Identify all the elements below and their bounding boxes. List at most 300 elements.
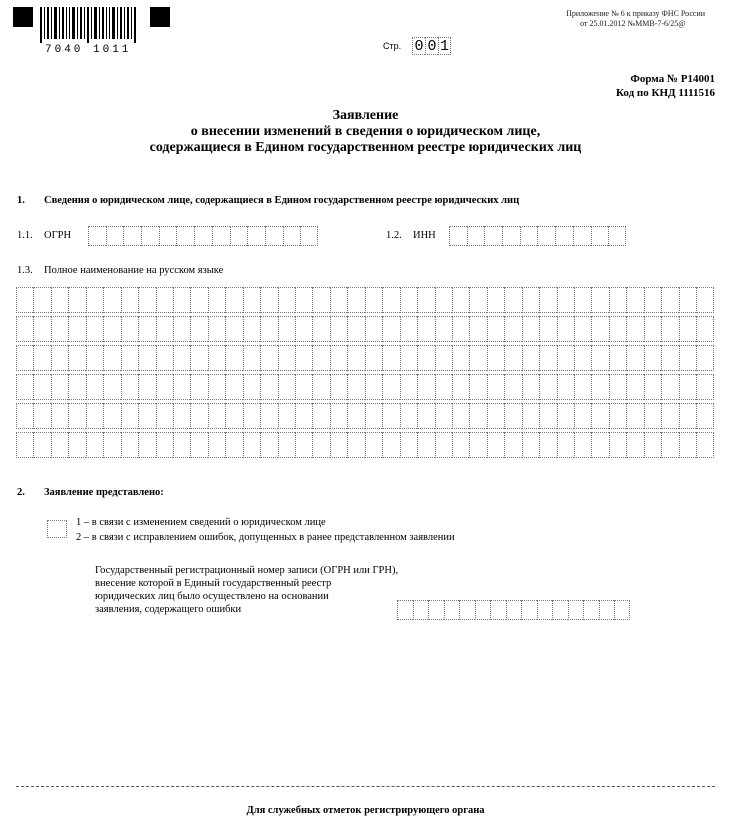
- entry-cell[interactable]: [400, 374, 417, 400]
- entry-cell[interactable]: [156, 345, 173, 371]
- entry-cell[interactable]: [522, 403, 539, 429]
- full-name-row[interactable]: [16, 316, 714, 342]
- entry-cell[interactable]: [121, 316, 138, 342]
- entry-cell[interactable]: [452, 345, 469, 371]
- entry-cell[interactable]: [413, 600, 429, 620]
- entry-cell[interactable]: [696, 316, 713, 342]
- entry-cell[interactable]: [400, 287, 417, 313]
- entry-cell[interactable]: [644, 287, 661, 313]
- entry-cell[interactable]: [208, 316, 225, 342]
- entry-cell[interactable]: [260, 287, 277, 313]
- entry-cell[interactable]: [16, 316, 33, 342]
- entry-cell[interactable]: [591, 345, 608, 371]
- entry-cell[interactable]: [382, 374, 399, 400]
- entry-cell[interactable]: [208, 374, 225, 400]
- entry-cell[interactable]: [347, 374, 364, 400]
- entry-cell[interactable]: [557, 287, 574, 313]
- entry-cell[interactable]: [679, 432, 696, 458]
- entry-cell[interactable]: [644, 432, 661, 458]
- entry-cell[interactable]: [225, 374, 242, 400]
- entry-cell[interactable]: [365, 403, 382, 429]
- entry-cell[interactable]: [467, 226, 485, 246]
- entry-cell[interactable]: [86, 403, 103, 429]
- entry-cell[interactable]: [138, 432, 155, 458]
- entry-cell[interactable]: [347, 432, 364, 458]
- entry-cell[interactable]: [330, 374, 347, 400]
- entry-cell[interactable]: [86, 287, 103, 313]
- entry-cell[interactable]: [365, 432, 382, 458]
- entry-cell[interactable]: [278, 345, 295, 371]
- page-digit[interactable]: 0: [425, 37, 438, 55]
- entry-cell[interactable]: [16, 345, 33, 371]
- registration-number-input-cells[interactable]: [397, 600, 630, 620]
- entry-cell[interactable]: [208, 403, 225, 429]
- ogrn-input-cells[interactable]: [88, 226, 318, 246]
- entry-cell[interactable]: [696, 287, 713, 313]
- entry-cell[interactable]: [504, 432, 521, 458]
- entry-cell[interactable]: [626, 403, 643, 429]
- entry-cell[interactable]: [243, 432, 260, 458]
- entry-cell[interactable]: [609, 345, 626, 371]
- entry-cell[interactable]: [400, 316, 417, 342]
- entry-cell[interactable]: [539, 316, 556, 342]
- entry-cell[interactable]: [138, 287, 155, 313]
- entry-cell[interactable]: [330, 316, 347, 342]
- entry-cell[interactable]: [626, 432, 643, 458]
- entry-cell[interactable]: [33, 374, 50, 400]
- entry-cell[interactable]: [190, 316, 207, 342]
- entry-cell[interactable]: [208, 287, 225, 313]
- entry-cell[interactable]: [487, 287, 504, 313]
- entry-cell[interactable]: [86, 316, 103, 342]
- entry-cell[interactable]: [382, 403, 399, 429]
- entry-cell[interactable]: [312, 432, 329, 458]
- entry-cell[interactable]: [278, 374, 295, 400]
- entry-cell[interactable]: [33, 432, 50, 458]
- entry-cell[interactable]: [522, 316, 539, 342]
- entry-cell[interactable]: [382, 287, 399, 313]
- entry-cell[interactable]: [452, 374, 469, 400]
- entry-cell[interactable]: [103, 403, 120, 429]
- entry-cell[interactable]: [679, 316, 696, 342]
- entry-cell[interactable]: [225, 287, 242, 313]
- entry-cell[interactable]: [16, 287, 33, 313]
- entry-cell[interactable]: [591, 316, 608, 342]
- entry-cell[interactable]: [103, 345, 120, 371]
- entry-cell[interactable]: [347, 287, 364, 313]
- entry-cell[interactable]: [679, 345, 696, 371]
- entry-cell[interactable]: [141, 226, 159, 246]
- entry-cell[interactable]: [644, 403, 661, 429]
- entry-cell[interactable]: [614, 600, 630, 620]
- entry-cell[interactable]: [283, 226, 301, 246]
- section-1-number: 1.: [17, 195, 25, 206]
- entry-cell[interactable]: [644, 345, 661, 371]
- entry-cell[interactable]: [661, 374, 678, 400]
- entry-cell[interactable]: [522, 374, 539, 400]
- entry-cell[interactable]: [295, 432, 312, 458]
- entry-cell[interactable]: [591, 374, 608, 400]
- entry-cell[interactable]: [487, 316, 504, 342]
- entry-cell[interactable]: [212, 226, 230, 246]
- entry-cell[interactable]: [295, 345, 312, 371]
- entry-cell[interactable]: [265, 226, 283, 246]
- entry-cell[interactable]: [626, 374, 643, 400]
- entry-cell[interactable]: [599, 600, 615, 620]
- entry-cell[interactable]: [51, 432, 68, 458]
- entry-cell[interactable]: [591, 403, 608, 429]
- entry-cell[interactable]: [260, 432, 277, 458]
- entry-cell[interactable]: [626, 345, 643, 371]
- entry-cell[interactable]: [208, 345, 225, 371]
- entry-cell[interactable]: [121, 432, 138, 458]
- entry-cell[interactable]: [591, 432, 608, 458]
- entry-cell[interactable]: [522, 345, 539, 371]
- entry-cell[interactable]: [243, 316, 260, 342]
- entry-cell[interactable]: [435, 287, 452, 313]
- entry-cell[interactable]: [487, 432, 504, 458]
- entry-cell[interactable]: [696, 432, 713, 458]
- entry-cell[interactable]: [68, 374, 85, 400]
- entry-cell[interactable]: [190, 403, 207, 429]
- entry-cell[interactable]: [400, 432, 417, 458]
- entry-cell[interactable]: [312, 374, 329, 400]
- entry-cell[interactable]: [103, 374, 120, 400]
- entry-cell[interactable]: [626, 287, 643, 313]
- entry-cell[interactable]: [400, 403, 417, 429]
- entry-cell[interactable]: [33, 287, 50, 313]
- entry-cell[interactable]: [225, 316, 242, 342]
- entry-cell[interactable]: [661, 316, 678, 342]
- entry-cell[interactable]: [537, 226, 555, 246]
- entry-cell[interactable]: [51, 287, 68, 313]
- entry-cell[interactable]: [330, 403, 347, 429]
- entry-cell[interactable]: [608, 226, 626, 246]
- entry-cell[interactable]: [173, 287, 190, 313]
- entry-cell[interactable]: [225, 432, 242, 458]
- full-name-row[interactable]: [16, 345, 714, 371]
- entry-cell[interactable]: [156, 403, 173, 429]
- entry-cell[interactable]: [365, 374, 382, 400]
- entry-cell[interactable]: [243, 287, 260, 313]
- entry-cell[interactable]: [86, 345, 103, 371]
- entry-cell[interactable]: [417, 432, 434, 458]
- entry-cell[interactable]: [382, 432, 399, 458]
- entry-cell[interactable]: [225, 345, 242, 371]
- entry-cell[interactable]: [574, 287, 591, 313]
- entry-cell[interactable]: [260, 345, 277, 371]
- entry-cell[interactable]: [679, 403, 696, 429]
- entry-cell[interactable]: [295, 403, 312, 429]
- entry-cell[interactable]: [469, 316, 486, 342]
- entry-cell[interactable]: [260, 403, 277, 429]
- entry-cell[interactable]: [504, 374, 521, 400]
- entry-cell[interactable]: [156, 432, 173, 458]
- submission-reason-checkbox[interactable]: [47, 520, 67, 538]
- entry-cell[interactable]: [469, 374, 486, 400]
- entry-cell[interactable]: [225, 403, 242, 429]
- entry-cell[interactable]: [539, 345, 556, 371]
- entry-cell[interactable]: [537, 600, 553, 620]
- entry-cell[interactable]: [173, 432, 190, 458]
- entry-cell[interactable]: [452, 287, 469, 313]
- entry-cell[interactable]: [644, 316, 661, 342]
- section-1-heading: Сведения о юридическом лице, содержащиеся в Едином государственном реестре юридических лиц: [44, 195, 520, 206]
- entry-cell[interactable]: [121, 287, 138, 313]
- title-line-2: о внесении изменений в сведения о юридическом лице,: [190, 124, 541, 139]
- entry-cell[interactable]: [33, 316, 50, 342]
- entry-cell[interactable]: [539, 374, 556, 400]
- entry-cell[interactable]: [68, 287, 85, 313]
- entry-cell[interactable]: [260, 316, 277, 342]
- entry-cell[interactable]: [444, 600, 460, 620]
- entry-cell[interactable]: [397, 600, 413, 620]
- entry-cell[interactable]: [230, 226, 248, 246]
- entry-cell[interactable]: [347, 316, 364, 342]
- entry-cell[interactable]: [502, 226, 520, 246]
- entry-cell[interactable]: [68, 403, 85, 429]
- entry-cell[interactable]: [574, 432, 591, 458]
- entry-cell[interactable]: [330, 287, 347, 313]
- entry-cell[interactable]: [557, 374, 574, 400]
- entry-cell[interactable]: [573, 226, 591, 246]
- entry-cell[interactable]: [504, 316, 521, 342]
- entry-cell[interactable]: [574, 374, 591, 400]
- entry-cell[interactable]: [452, 316, 469, 342]
- entry-cell[interactable]: [591, 287, 608, 313]
- entry-cell[interactable]: [138, 345, 155, 371]
- entry-cell[interactable]: [609, 316, 626, 342]
- entry-cell[interactable]: [568, 600, 584, 620]
- entry-cell[interactable]: [121, 345, 138, 371]
- entry-cell[interactable]: [278, 316, 295, 342]
- entry-cell[interactable]: [475, 600, 491, 620]
- entry-cell[interactable]: [121, 374, 138, 400]
- entry-cell[interactable]: [435, 316, 452, 342]
- entry-cell[interactable]: [295, 287, 312, 313]
- entry-cell[interactable]: [173, 316, 190, 342]
- entry-cell[interactable]: [661, 432, 678, 458]
- entry-cell[interactable]: [506, 600, 522, 620]
- entry-cell[interactable]: [138, 374, 155, 400]
- section-2-number: 2.: [17, 487, 25, 498]
- entry-cell[interactable]: [88, 226, 106, 246]
- entry-cell[interactable]: [487, 374, 504, 400]
- entry-cell[interactable]: [347, 345, 364, 371]
- entry-cell[interactable]: [522, 432, 539, 458]
- entry-cell[interactable]: [557, 432, 574, 458]
- entry-cell[interactable]: [504, 287, 521, 313]
- entry-cell[interactable]: [557, 403, 574, 429]
- entry-cell[interactable]: [173, 403, 190, 429]
- entry-cell[interactable]: [330, 345, 347, 371]
- entry-cell[interactable]: [300, 226, 318, 246]
- entry-cell[interactable]: [86, 374, 103, 400]
- entry-cell[interactable]: [312, 403, 329, 429]
- entry-cell[interactable]: [459, 600, 475, 620]
- entry-cell[interactable]: [68, 316, 85, 342]
- entry-cell[interactable]: [557, 345, 574, 371]
- entry-cell[interactable]: [609, 374, 626, 400]
- entry-cell[interactable]: [68, 432, 85, 458]
- entry-cell[interactable]: [504, 345, 521, 371]
- entry-cell[interactable]: [330, 432, 347, 458]
- entry-cell[interactable]: [490, 600, 506, 620]
- entry-cell[interactable]: [278, 432, 295, 458]
- entry-cell[interactable]: [156, 374, 173, 400]
- entry-cell[interactable]: [644, 374, 661, 400]
- entry-cell[interactable]: [51, 316, 68, 342]
- entry-cell[interactable]: [469, 403, 486, 429]
- page-digit[interactable]: 1: [439, 38, 449, 55]
- entry-cell[interactable]: [417, 316, 434, 342]
- entry-cell[interactable]: [522, 287, 539, 313]
- entry-cell[interactable]: [382, 345, 399, 371]
- entry-cell[interactable]: [417, 345, 434, 371]
- full-name-row[interactable]: [16, 287, 714, 313]
- form-number: Форма № Р14001: [630, 73, 715, 85]
- entry-cell[interactable]: [574, 345, 591, 371]
- entry-cell[interactable]: [176, 226, 194, 246]
- entry-cell[interactable]: [16, 374, 33, 400]
- entry-cell[interactable]: [51, 403, 68, 429]
- registration-record-description: [95, 564, 398, 616]
- entry-cell[interactable]: [68, 345, 85, 371]
- entry-cell[interactable]: [33, 403, 50, 429]
- entry-cell[interactable]: [661, 287, 678, 313]
- entry-cell[interactable]: [469, 345, 486, 371]
- entry-cell[interactable]: [33, 345, 50, 371]
- entry-cell[interactable]: [696, 374, 713, 400]
- full-name-row[interactable]: [16, 432, 714, 458]
- entry-cell[interactable]: [86, 432, 103, 458]
- entry-cell[interactable]: [555, 226, 573, 246]
- entry-cell[interactable]: [661, 403, 678, 429]
- entry-cell[interactable]: [365, 316, 382, 342]
- entry-cell[interactable]: [435, 403, 452, 429]
- entry-cell[interactable]: [679, 287, 696, 313]
- entry-cell[interactable]: [16, 432, 33, 458]
- full-name-row[interactable]: [16, 403, 714, 429]
- entry-cell[interactable]: [428, 600, 444, 620]
- entry-cell[interactable]: [312, 345, 329, 371]
- entry-cell[interactable]: [278, 287, 295, 313]
- entry-cell[interactable]: [243, 345, 260, 371]
- entry-cell[interactable]: [103, 316, 120, 342]
- full-name-row[interactable]: [16, 374, 714, 400]
- entry-cell[interactable]: [484, 226, 502, 246]
- entry-cell[interactable]: [417, 374, 434, 400]
- entry-cell[interactable]: [452, 403, 469, 429]
- entry-cell[interactable]: [696, 345, 713, 371]
- entry-cell[interactable]: [123, 226, 141, 246]
- entry-cell[interactable]: [417, 403, 434, 429]
- entry-cell[interactable]: [539, 287, 556, 313]
- entry-cell[interactable]: [552, 600, 568, 620]
- entry-cell[interactable]: [504, 403, 521, 429]
- entry-cell[interactable]: [583, 600, 599, 620]
- entry-cell[interactable]: [190, 374, 207, 400]
- entry-cell[interactable]: [156, 316, 173, 342]
- entry-cell[interactable]: [609, 287, 626, 313]
- entry-cell[interactable]: [679, 374, 696, 400]
- entry-cell[interactable]: [51, 345, 68, 371]
- entry-cell[interactable]: [417, 287, 434, 313]
- entry-cell[interactable]: [208, 432, 225, 458]
- entry-cell[interactable]: [469, 287, 486, 313]
- entry-cell[interactable]: [487, 403, 504, 429]
- page-digit[interactable]: 0: [412, 37, 425, 55]
- entry-cell[interactable]: [103, 287, 120, 313]
- entry-cell[interactable]: [400, 345, 417, 371]
- entry-cell[interactable]: [138, 316, 155, 342]
- entry-cell[interactable]: [557, 316, 574, 342]
- entry-cell[interactable]: [106, 226, 124, 246]
- entry-cell[interactable]: [347, 403, 364, 429]
- entry-cell[interactable]: [159, 226, 177, 246]
- entry-cell[interactable]: [260, 374, 277, 400]
- entry-cell[interactable]: [469, 432, 486, 458]
- entry-cell[interactable]: [16, 403, 33, 429]
- entry-cell[interactable]: [138, 403, 155, 429]
- entry-cell[interactable]: [312, 287, 329, 313]
- entry-cell[interactable]: [449, 226, 467, 246]
- entry-cell[interactable]: [190, 345, 207, 371]
- entry-cell[interactable]: [278, 403, 295, 429]
- entry-cell[interactable]: [295, 316, 312, 342]
- entry-cell[interactable]: [626, 316, 643, 342]
- entry-cell[interactable]: [121, 403, 138, 429]
- entry-cell[interactable]: [295, 374, 312, 400]
- entry-cell[interactable]: [539, 403, 556, 429]
- entry-cell[interactable]: [103, 432, 120, 458]
- entry-cell[interactable]: [539, 432, 556, 458]
- entry-cell[interactable]: [661, 345, 678, 371]
- entry-cell[interactable]: [696, 403, 713, 429]
- entry-cell[interactable]: [243, 403, 260, 429]
- entry-cell[interactable]: [51, 374, 68, 400]
- inn-number: 1.2.: [386, 230, 402, 241]
- entry-cell[interactable]: [435, 345, 452, 371]
- entry-cell[interactable]: [609, 403, 626, 429]
- entry-cell[interactable]: [435, 374, 452, 400]
- entry-cell[interactable]: [173, 374, 190, 400]
- entry-cell[interactable]: [243, 374, 260, 400]
- entry-cell[interactable]: [591, 226, 609, 246]
- entry-cell[interactable]: [574, 403, 591, 429]
- entry-cell[interactable]: [156, 287, 173, 313]
- entry-cell[interactable]: [609, 432, 626, 458]
- entry-cell[interactable]: [312, 316, 329, 342]
- entry-cell[interactable]: [521, 600, 537, 620]
- entry-cell[interactable]: [190, 287, 207, 313]
- inn-input-cells[interactable]: [449, 226, 626, 246]
- entry-cell[interactable]: [382, 316, 399, 342]
- entry-cell[interactable]: [194, 226, 212, 246]
- entry-cell[interactable]: [365, 345, 382, 371]
- entry-cell[interactable]: [435, 432, 452, 458]
- entry-cell[interactable]: [190, 432, 207, 458]
- option-1-label: 1 – в связи с изменением сведений о юридическом лице: [76, 517, 326, 528]
- entry-cell[interactable]: [452, 432, 469, 458]
- entry-cell[interactable]: [173, 345, 190, 371]
- entry-cell[interactable]: [520, 226, 538, 246]
- ogrn-number: 1.1.: [17, 230, 33, 241]
- entry-cell[interactable]: [574, 316, 591, 342]
- entry-cell[interactable]: [365, 287, 382, 313]
- entry-cell[interactable]: [487, 345, 504, 371]
- entry-cell[interactable]: [247, 226, 265, 246]
